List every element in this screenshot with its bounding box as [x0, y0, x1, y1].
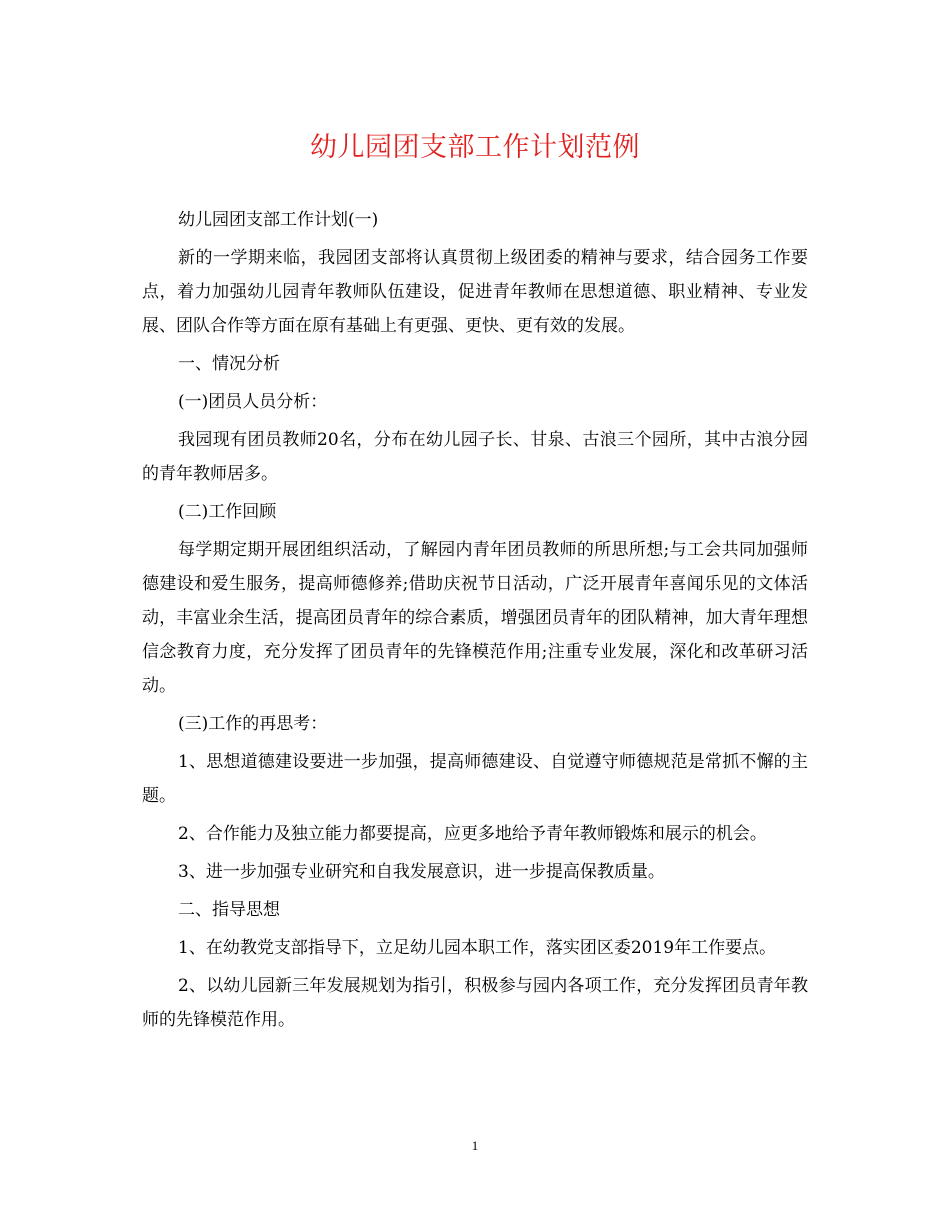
document-title: 幼儿园团支部工作计划范例 [310, 132, 640, 163]
list-item-rethinking-3: 3、进一步加强专业研究和自我发展意识，进一步提高保教质量。 [178, 862, 665, 882]
section-heading-situation-analysis: 一、情况分析 [178, 354, 280, 374]
document-body [142, 203, 808, 1041]
list-item-rethinking-2: 2、合作能力及独立能力都要提高，应更多地给予青年教师锻炼和展示的机会。 [178, 824, 767, 844]
subsection-heading-work-review: (二)工作回顾 [178, 502, 277, 522]
paragraph-subtitle: 幼儿园团支部工作计划(一) [178, 210, 379, 230]
list-item-guiding-2: 2、以幼儿园新三年发展规划为指引，积极参与园内各项工作，充分发挥团员青年教师的先锋模范作用。 [142, 976, 808, 1030]
subsection-heading-member-analysis: (一)团员人员分析： [178, 392, 328, 412]
list-item-guiding-1: 1、在幼教党支部指导下，立足幼儿园本职工作，落实团区委2019年工作要点。 [178, 938, 777, 958]
section-heading-guiding-ideology: 二、指导思想 [178, 900, 280, 920]
subsection-heading-rethinking: (三)工作的再思考： [178, 714, 328, 734]
paragraph-member-analysis: 我园现有团员教师20名，分布在幼儿园子长、甘泉、古浪三个园所，其中古浪分园的青年教师居多。 [142, 430, 808, 484]
paragraph-intro: 新的一学期来临，我园团支部将认真贯彻上级团委的精神与要求，结合园务工作要点，着力加强幼儿园青年教师队伍建设，促进青年教师在思想道德、职业精神、专业发展、团队合作等方面在原有基础上有更强、更快、更有效的发展。 [142, 248, 808, 336]
paragraph-work-review: 每学期定期开展团组织活动，了解园内青年团员教师的所思所想;与工会共同加强师德建设和爱生服务，提高师德修养;借助庆祝节日活动，广泛开展青年喜闻乐见的文体活动，丰富业余生活，提高团员青年的综合素质，增强团员青年的团队精神，加大青年理想信念教育力度，充分发挥了团员青年的先锋模范作用;注重专业发展，深化和改革研习活动。 [142, 540, 808, 696]
page-number: 1 [471, 1138, 479, 1153]
list-item-rethinking-1: 1、思想道德建设要进一步加强，提高师德建设、自觉遵守师德规范是常抓不懈的主题。 [142, 752, 808, 806]
